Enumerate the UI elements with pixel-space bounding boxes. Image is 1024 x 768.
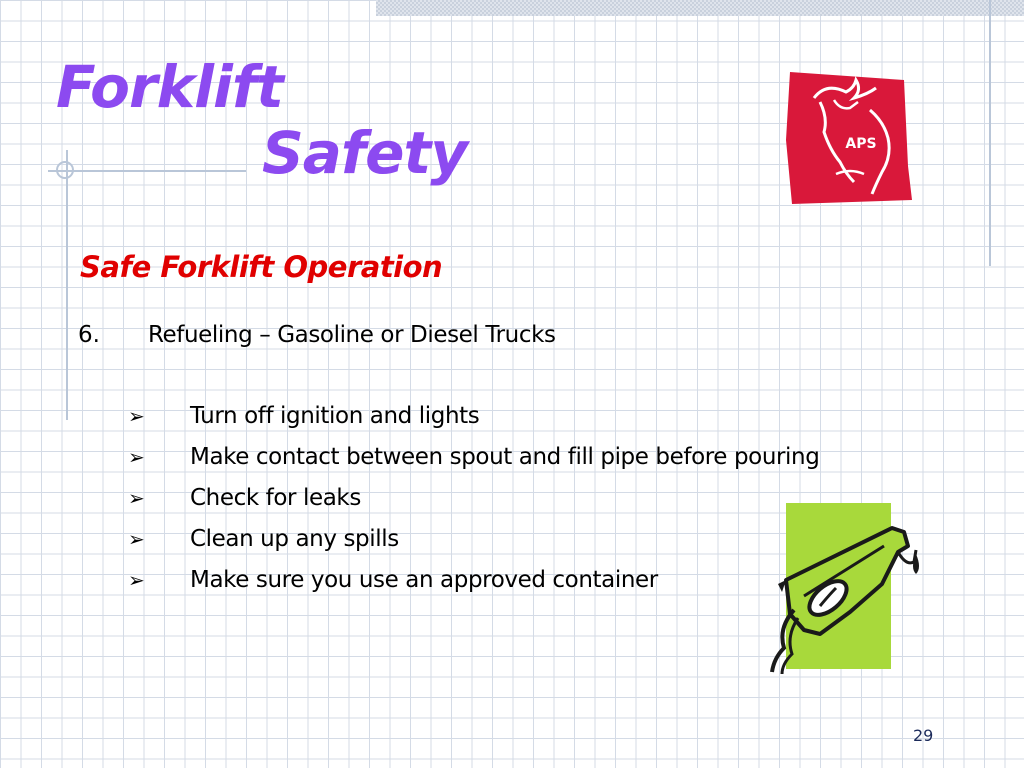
slide-subtitle: Safe Forklift Operation bbox=[80, 250, 443, 284]
arrow-bullet-icon: ➢ bbox=[128, 527, 145, 551]
page-number: 29 bbox=[913, 726, 934, 745]
bullet-text: Make contact between spout and fill pipe before pouring bbox=[190, 444, 820, 470]
svg-text:APS: APS bbox=[845, 136, 877, 152]
arrow-bullet-icon: ➢ bbox=[128, 445, 145, 469]
decorative-title-rule bbox=[48, 170, 246, 172]
bullet-text: Turn off ignition and lights bbox=[190, 403, 480, 429]
bullet-text: Check for leaks bbox=[190, 485, 361, 511]
bullet-text: Make sure you use an approved container bbox=[190, 567, 658, 593]
decorative-crosshair-circle bbox=[56, 161, 74, 179]
aps-logo-icon bbox=[784, 70, 916, 206]
slide-title-line-2: Safety bbox=[262, 119, 468, 187]
fuel-nozzle-icon bbox=[764, 518, 924, 678]
arrow-bullet-icon: ➢ bbox=[128, 486, 145, 510]
bullet-text: Clean up any spills bbox=[190, 526, 399, 552]
slide-title-line-1: Forklift bbox=[56, 53, 283, 121]
numbered-item-text: Refueling – Gasoline or Diesel Trucks bbox=[148, 322, 556, 348]
numbered-item-marker: 6. bbox=[78, 322, 100, 348]
decorative-vertical-rule-right bbox=[989, 0, 991, 266]
arrow-bullet-icon: ➢ bbox=[128, 568, 145, 592]
header-pattern-band bbox=[376, 0, 1024, 16]
arrow-bullet-icon: ➢ bbox=[128, 404, 145, 428]
decorative-vertical-rule-left bbox=[66, 150, 68, 420]
